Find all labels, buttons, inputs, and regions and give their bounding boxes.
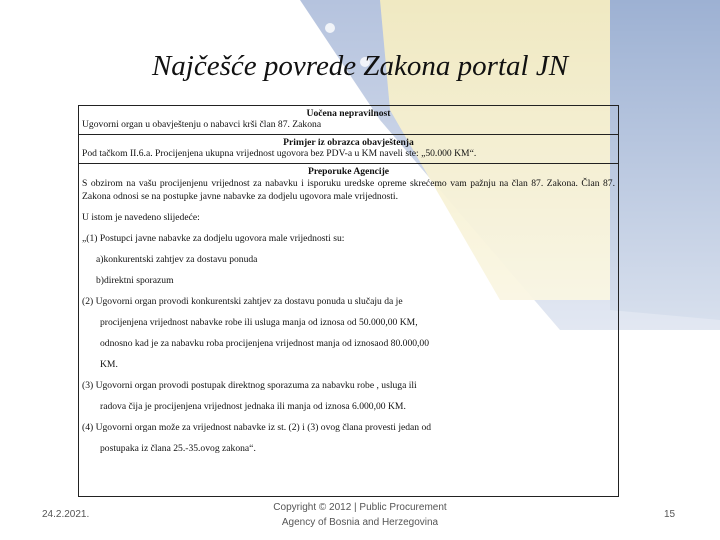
section-recommendations [79,164,618,455]
paragraph: procijenjena vrijednost nabavke robe ili usluga manja od iznosa od 50.000,00 KM, [100,317,418,328]
paragraph: (2) Ugovorni organ provodi konkurentski zahtjev za dostavu ponuda u slučaju da je [82,296,403,307]
paragraph: radova čija je procijenjena vrijednost jednaka ili manja od iznosa 6.000,00 KM. [100,401,406,412]
copyright-line: Agency of Bosnia and Herzegovina [281,517,439,528]
footer-copyright [220,500,500,530]
section-text: Pod tačkom II.6.a. Procijenjena ukupna vrijednost ugovora bez PDV-a u KM naveli ste: „50.000 KM“. [82,148,477,159]
paragraph: KM. [100,359,118,370]
footer-date: 24.2.2021. [42,509,90,520]
content-box [78,105,619,497]
paragraph: U istom je navedeno slijedeće: [82,212,200,223]
list-item: a)konkurentski zahtjev za dostavu ponuda [96,254,258,265]
paragraph: postupaka iz člana 25.-35.ovog zakona“. [100,443,256,454]
section-irregularity [79,106,618,135]
paragraph: (3) Ugovorni organ provodi postupak direktnog sporazuma za nabavku robe , usluga ili [82,380,417,391]
paragraph: S obzirom na vašu procijenjenu vrijednost za nabavku i isporuku uredske opreme skrećemo vam pažnju na član 87. Zakona. Član 87. Zakona odnosi se na postupke javne nabavke za dodjelu ugovora male vrijednosti. [82,178,615,202]
copyright-line: Copyright © 2012 | Public Procurement [273,502,447,513]
page-number: 15 [664,509,676,520]
paragraph: odnosno kad je za nabavku roba procijenjena vrijednost manja od iznosaod 80.000,00 [100,338,430,349]
section-heading: Primjer iz obrazca obavještenja [283,137,414,148]
paragraph: „(1) Postupci javne nabavke za dodjelu ugovora male vrijednosti su: [82,233,345,244]
page-title: Najčešće povrede Zakona portal JN [151,50,569,82]
paragraph: (4) Ugovorni organ može za vrijednost nabavke iz st. (2) i (3) ovog člana provesti jedan od [82,422,432,433]
section-heading: Uočena nepravilnost [306,108,391,119]
section-heading: Preporuke Agencije [307,166,390,177]
list-item: b)direktni sporazum [96,275,174,286]
section-text: Ugovorni organ u obavještenju o nabavci krši član 87. Zakona [82,119,322,130]
section-example [79,135,618,164]
